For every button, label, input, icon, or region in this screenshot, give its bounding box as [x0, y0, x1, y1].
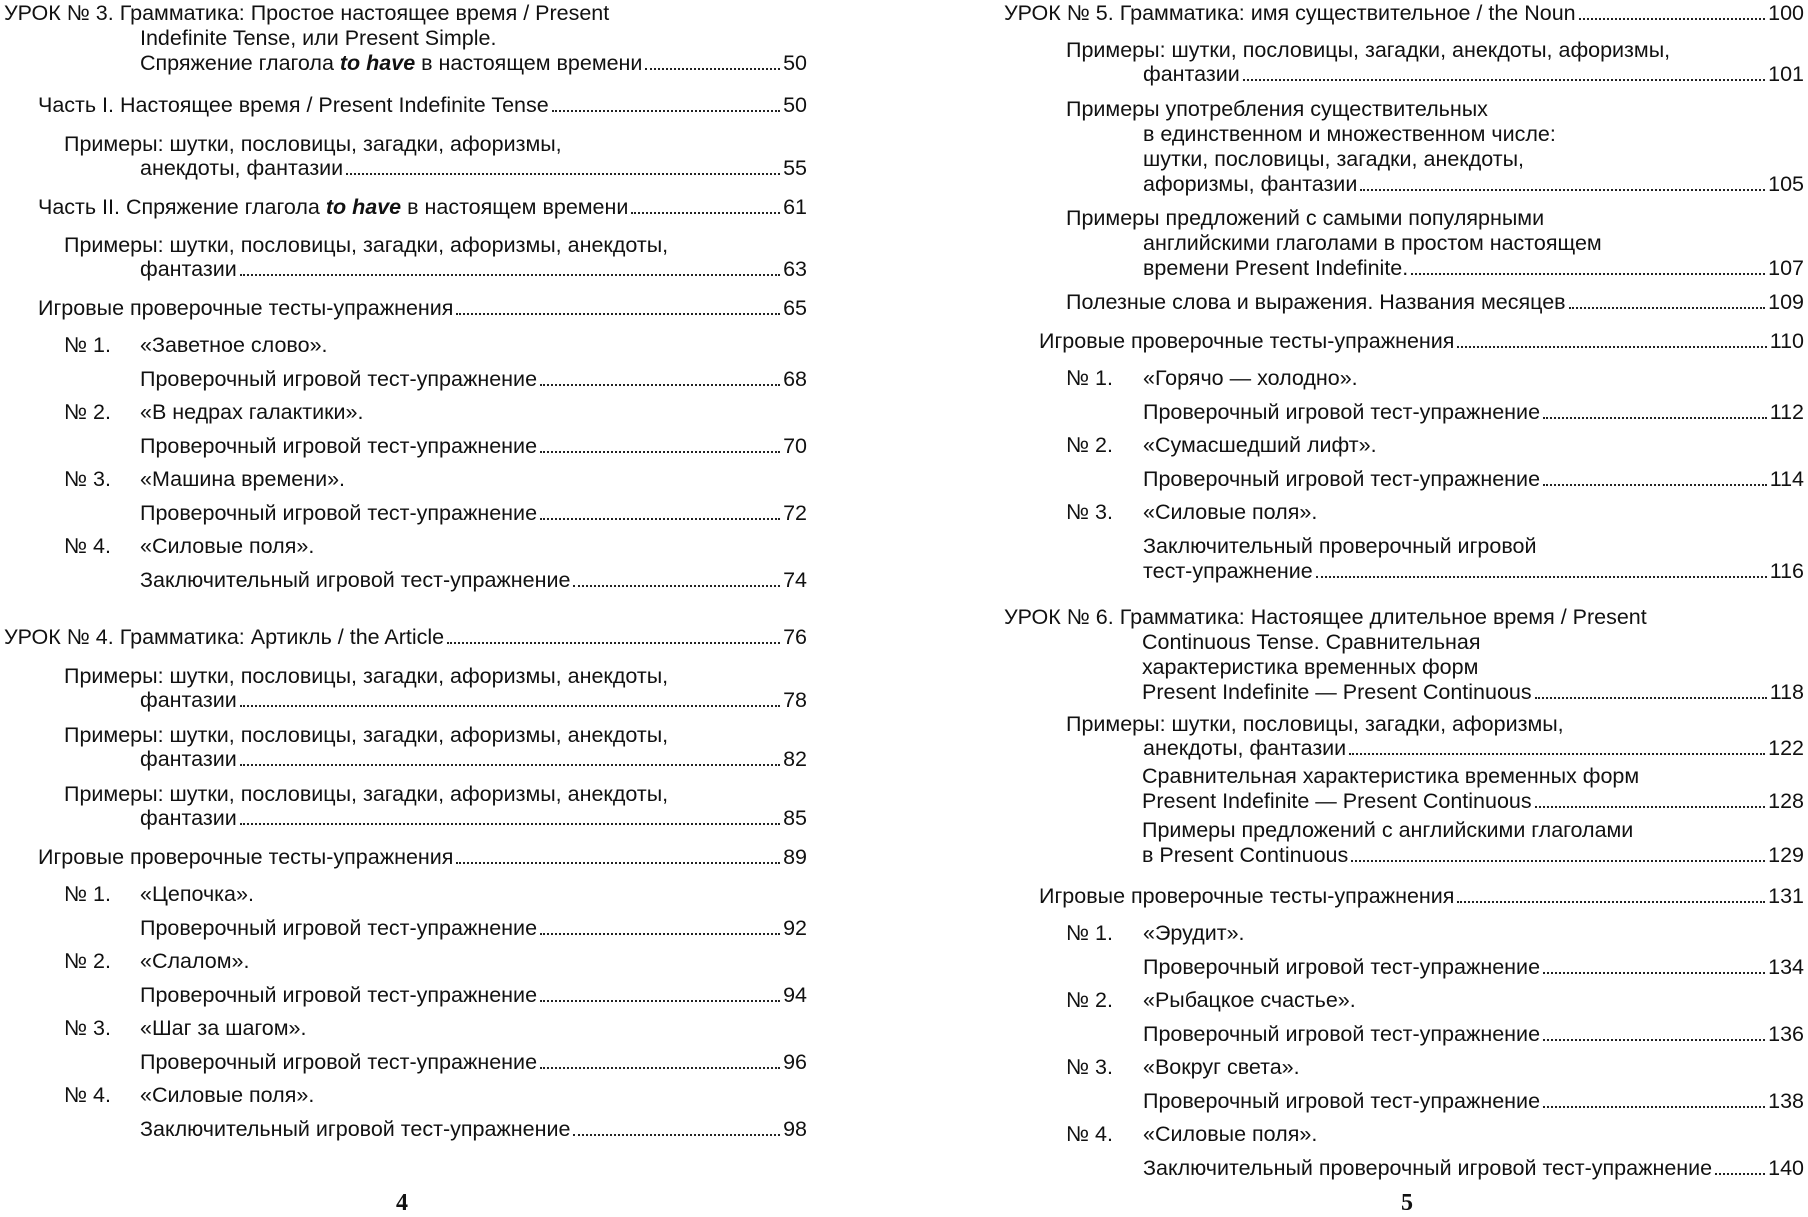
dot-leader — [1569, 307, 1766, 309]
examples-verbs-line-3: времени Present Indefinite. — [1143, 256, 1409, 280]
part-2-entry[interactable] — [38, 195, 807, 220]
examples-2-entry[interactable] — [140, 257, 807, 282]
lesson-3-title-line-1: УРОК № 3. Грамматика: Простое настоящее время / Present — [4, 1, 610, 25]
test-title: «Силовые поля». — [140, 534, 315, 558]
comparison-line-2: Present Indefinite — Present Continuous — [1142, 789, 1532, 813]
dot-leader — [540, 1000, 780, 1002]
page-ref: 55 — [783, 156, 807, 180]
dot-leader — [540, 518, 780, 520]
tests-text: Игровые проверочные тесты-упражнения — [38, 845, 454, 869]
dot-leader — [540, 384, 780, 386]
examples-line-1: Примеры: шутки, пословицы, загадки, афоризмы, анекдоты, — [64, 723, 669, 747]
examples-nouns-line-3: шутки, пословицы, загадки, анекдоты, — [1143, 147, 1524, 171]
page-ref: 107 — [1768, 256, 1804, 280]
examples-line-2: анекдоты, фантазии — [1143, 736, 1347, 760]
tests-entry[interactable] — [38, 296, 807, 321]
page-ref: 136 — [1768, 1022, 1804, 1046]
test-entry[interactable] — [140, 1050, 807, 1075]
page-ref: 50 — [783, 51, 807, 75]
test-number: № 3. — [1066, 500, 1113, 524]
page-ref: 68 — [783, 367, 807, 391]
test-subtitle: Проверочный игровой тест-упражнение — [1143, 400, 1541, 424]
dot-leader — [1457, 346, 1766, 348]
page-ref: 105 — [1768, 172, 1804, 196]
dot-leader — [1543, 972, 1765, 974]
page-number-left: 4 — [396, 1190, 408, 1216]
page-ref: 70 — [783, 434, 807, 458]
test-entry[interactable] — [1143, 1022, 1804, 1047]
lesson-3-title-line-3: Спряжение глагола to have в настоящем времени — [140, 51, 643, 75]
test-title: «Горячо — холодно». — [1143, 366, 1358, 390]
dot-leader — [1579, 18, 1765, 20]
page-ref: 131 — [1768, 884, 1804, 908]
test-subtitle-line-2: тест-упражнение — [1143, 559, 1313, 583]
page-ref: 109 — [1768, 290, 1804, 314]
lesson-6-title-line-4: Present Indefinite — Present Continuous — [1142, 680, 1532, 704]
page-ref: 92 — [783, 916, 807, 940]
test-subtitle: Проверочный игровой тест-упражнение — [1143, 1089, 1541, 1113]
test-subtitle: Заключительный проверочный игровой тест-упражнение — [1143, 1156, 1713, 1180]
lesson-6-title-line-1: УРОК № 6. Грамматика: Настоящее длительное время / Present — [1004, 605, 1647, 629]
examples-entry[interactable] — [140, 806, 807, 831]
test-subtitle: Заключительный игровой тест-упражнение — [140, 568, 571, 592]
test-number: № 1. — [1066, 366, 1113, 390]
dot-leader — [240, 823, 780, 825]
dot-leader — [456, 313, 780, 315]
dot-leader — [1543, 417, 1767, 419]
page-ref: 89 — [783, 845, 807, 869]
lesson-3-entry[interactable] — [140, 51, 807, 76]
test-number: № 3. — [1066, 1055, 1113, 1079]
dot-leader — [645, 68, 780, 70]
dot-leader — [240, 274, 780, 276]
page-ref: 110 — [1769, 329, 1804, 353]
lesson-6-title-line-2: Continuous Tense. Сравнительная — [1142, 630, 1481, 654]
test-number: № 4. — [64, 1083, 111, 1107]
comparison-entry[interactable] — [1142, 789, 1804, 814]
dot-leader — [1360, 189, 1765, 191]
test-number: № 4. — [1066, 1122, 1113, 1146]
test-number: № 3. — [64, 467, 111, 491]
examples-1-line-2: анекдоты, фантазии — [140, 156, 344, 180]
test-title: «Силовые поля». — [1143, 500, 1318, 524]
examples-continuous-line-2: в Present Continuous — [1142, 843, 1349, 867]
examples-line-2: фантазии — [140, 747, 237, 771]
dot-leader — [456, 862, 780, 864]
test-title: «Цепочка». — [140, 882, 254, 906]
dot-leader — [1535, 806, 1766, 808]
test-title: «Силовые поля». — [1143, 1122, 1318, 1146]
test-entry[interactable] — [140, 916, 807, 941]
test-number: № 1. — [64, 333, 111, 357]
page-ref: 50 — [783, 93, 807, 117]
test-title: «Шаг за шагом». — [140, 1016, 307, 1040]
test-number: № 3. — [64, 1016, 111, 1040]
examples-line-2: фантазии — [1143, 62, 1240, 86]
examples-2-line-2: фантазии — [140, 257, 237, 281]
examples-2-line-1: Примеры: шутки, пословицы, загадки, афоризмы, анекдоты, — [64, 233, 669, 257]
test-title: «Слалом». — [140, 949, 250, 973]
dot-leader — [1543, 1039, 1765, 1041]
test-entry[interactable] — [140, 434, 807, 459]
test-entry[interactable] — [1143, 400, 1804, 425]
test-title: «Сумасшедший лифт». — [1143, 433, 1377, 457]
page-number-right: 5 — [1401, 1190, 1413, 1216]
test-title: «Заветное слово». — [140, 333, 328, 357]
test-entry[interactable] — [140, 568, 807, 593]
test-subtitle: Проверочный игровой тест-упражнение — [1143, 467, 1541, 491]
test-subtitle: Проверочный игровой тест-упражнение — [140, 916, 538, 940]
dot-leader — [1411, 273, 1765, 275]
test-title: «Силовые поля». — [140, 1083, 315, 1107]
tests-entry[interactable] — [1039, 884, 1804, 909]
dot-leader — [346, 173, 780, 175]
page-ref: 78 — [783, 688, 807, 712]
page-ref: 72 — [783, 501, 807, 525]
test-entry[interactable] — [140, 367, 807, 392]
page-ref: 140 — [1768, 1156, 1804, 1180]
examples-line-2: фантазии — [140, 806, 237, 830]
examples-entry[interactable] — [1143, 62, 1804, 87]
part-1-entry[interactable] — [38, 93, 807, 118]
dot-leader — [540, 933, 780, 935]
test-title: «Рыбацкое счастье». — [1143, 988, 1356, 1012]
page-ref: 129 — [1768, 843, 1804, 867]
test-entry[interactable] — [1143, 1156, 1804, 1181]
lesson-6-title-line-3: характеристика временных форм — [1142, 655, 1479, 679]
page-ref: 114 — [1769, 467, 1804, 491]
dot-leader — [1715, 1173, 1765, 1175]
page-ref: 61 — [783, 195, 807, 219]
dot-leader — [540, 451, 780, 453]
test-title: «Вокруг света». — [1143, 1055, 1300, 1079]
part-2-text: Часть II. Спряжение глагола to have в настоящем времени — [38, 195, 629, 219]
page-ref: 65 — [783, 296, 807, 320]
test-title: «Машина времени». — [140, 467, 346, 491]
page-ref: 112 — [1769, 400, 1804, 424]
examples-entry[interactable] — [1143, 736, 1804, 761]
dot-leader — [240, 764, 780, 766]
page-ref: 122 — [1768, 736, 1804, 760]
examples-continuous-entry[interactable] — [1142, 843, 1804, 868]
test-subtitle-line-1: Заключительный проверочный игровой — [1143, 534, 1537, 558]
test-entry[interactable] — [1143, 467, 1804, 492]
useful-words-entry[interactable] — [1066, 290, 1804, 315]
test-number: № 1. — [1066, 921, 1113, 945]
page-ref: 118 — [1769, 680, 1804, 704]
examples-line-1: Примеры: шутки, пословицы, загадки, афоризмы, анекдоты, — [64, 782, 669, 806]
examples-1-entry[interactable] — [140, 156, 807, 181]
dot-leader — [240, 705, 780, 707]
examples-verbs-line-2: английскими глаголами в простом настоящем — [1143, 231, 1602, 255]
part-1-text: Часть I. Настоящее время / Present Indefinite Tense — [38, 93, 549, 117]
dot-leader — [1543, 1106, 1765, 1108]
lesson-6-entry[interactable] — [1142, 680, 1804, 705]
page-ref: 138 — [1768, 1089, 1804, 1113]
test-entry[interactable] — [140, 501, 807, 526]
page-ref: 94 — [783, 983, 807, 1007]
tests-text: Игровые проверочные тесты-упражнения — [1039, 329, 1455, 353]
dot-leader — [1243, 79, 1765, 81]
lesson-4-entry[interactable] — [4, 625, 807, 650]
dot-leader — [573, 1134, 780, 1136]
page-ref: 76 — [783, 625, 807, 649]
useful-words-text: Полезные слова и выражения. Названия месяцев — [1066, 290, 1566, 314]
test-number: № 2. — [1066, 988, 1113, 1012]
tests-text: Игровые проверочные тесты-упражнения — [38, 296, 454, 320]
lesson-5-title: УРОК № 5. Грамматика: имя существительное / the Noun — [1004, 1, 1576, 25]
test-number: № 2. — [64, 400, 111, 424]
examples-nouns-line-1: Примеры употребления существительных — [1066, 97, 1488, 121]
examples-nouns-entry[interactable] — [1143, 172, 1804, 197]
page-ref: 134 — [1768, 955, 1804, 979]
dot-leader — [447, 642, 780, 644]
dot-leader — [631, 212, 780, 214]
page-ref: 96 — [783, 1050, 807, 1074]
dot-leader — [552, 110, 780, 112]
test-subtitle: Проверочный игровой тест-упражнение — [140, 983, 538, 1007]
lesson-3-title-line-2: Indefinite Tense, или Present Simple. — [140, 26, 497, 50]
tests-text: Игровые проверочные тесты-упражнения — [1039, 884, 1455, 908]
examples-line-1: Примеры: шутки, пословицы, загадки, анекдоты, афоризмы, — [1066, 38, 1671, 62]
test-number: № 2. — [64, 949, 111, 973]
page-ref: 85 — [783, 806, 807, 830]
dot-leader — [1349, 753, 1765, 755]
test-subtitle: Проверочный игровой тест-упражнение — [140, 1050, 538, 1074]
examples-verbs-line-1: Примеры предложений с самыми популярными — [1066, 206, 1545, 230]
tests-entry[interactable] — [38, 845, 807, 870]
test-number: № 4. — [64, 534, 111, 558]
examples-line-2: фантазии — [140, 688, 237, 712]
dot-leader — [1535, 697, 1767, 699]
page-ref: 128 — [1768, 789, 1804, 813]
dot-leader — [1351, 860, 1765, 862]
lesson-4-title: УРОК № 4. Грамматика: Артикль / the Article — [4, 625, 445, 649]
test-title: «В недрах галактики». — [140, 400, 364, 424]
page-ref: 98 — [783, 1117, 807, 1141]
examples-entry[interactable] — [140, 747, 807, 772]
examples-nouns-line-4: афоризмы, фантазии — [1143, 172, 1358, 196]
test-subtitle: Проверочный игровой тест-упражнение — [140, 434, 538, 458]
test-number: № 2. — [1066, 433, 1113, 457]
comparison-line-1: Сравнительная характеристика временных форм — [1142, 764, 1640, 788]
dot-leader — [1543, 484, 1767, 486]
test-subtitle: Проверочный игровой тест-упражнение — [1143, 1022, 1541, 1046]
examples-verbs-entry[interactable] — [1143, 256, 1804, 281]
tests-entry[interactable] — [1039, 329, 1804, 354]
test-entry[interactable] — [1143, 955, 1804, 980]
test-subtitle: Заключительный игровой тест-упражнение — [140, 1117, 571, 1141]
examples-entry[interactable] — [140, 688, 807, 713]
test-entry[interactable] — [1143, 1089, 1804, 1114]
dot-leader — [540, 1067, 780, 1069]
dot-leader — [1457, 901, 1765, 903]
examples-nouns-line-2: в единственном и множественном числе: — [1143, 122, 1556, 146]
page-ref: 116 — [1769, 559, 1804, 583]
examples-1-line-1: Примеры: шутки, пословицы, загадки, афоризмы, — [64, 132, 562, 156]
examples-line-1: Примеры: шутки, пословицы, загадки, афоризмы, — [1066, 712, 1564, 736]
page-ref: 74 — [783, 568, 807, 592]
dot-leader — [573, 585, 780, 587]
page-ref: 82 — [783, 747, 807, 771]
examples-line-1: Примеры: шутки, пословицы, загадки, афоризмы, анекдоты, — [64, 664, 669, 688]
page-ref: 63 — [783, 257, 807, 281]
dot-leader — [1316, 576, 1767, 578]
test-title: «Эрудит». — [1143, 921, 1245, 945]
examples-continuous-line-1: Примеры предложений с английскими глаголами — [1142, 818, 1634, 842]
page-ref: 100 — [1768, 1, 1804, 25]
test-subtitle: Проверочный игровой тест-упражнение — [140, 501, 538, 525]
test-number: № 1. — [64, 882, 111, 906]
page-ref: 101 — [1768, 62, 1804, 86]
test-subtitle: Проверочный игровой тест-упражнение — [140, 367, 538, 391]
test-subtitle: Проверочный игровой тест-упражнение — [1143, 955, 1541, 979]
lesson-5-entry[interactable] — [1004, 1, 1804, 26]
test-entry[interactable] — [140, 1117, 807, 1142]
test-entry[interactable] — [1143, 559, 1804, 584]
test-entry[interactable] — [140, 983, 807, 1008]
